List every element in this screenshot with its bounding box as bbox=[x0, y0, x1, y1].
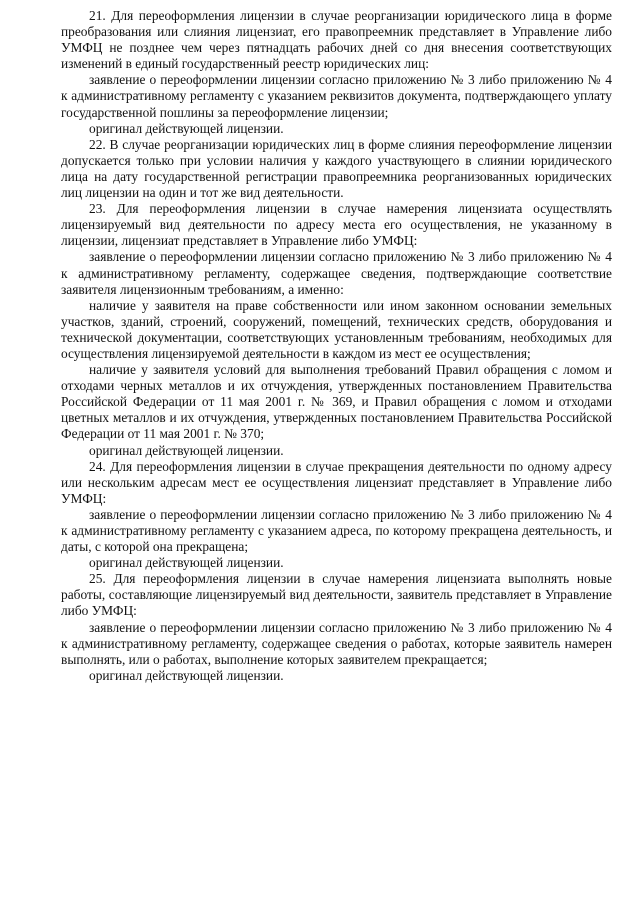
paragraph-25-original-license: оригинал действующей лицензии. bbox=[89, 667, 284, 683]
paragraph-21-original-license: оригинал действующей лицензии. bbox=[89, 120, 284, 136]
document-page bbox=[61, 8, 612, 684]
paragraph-24-intro: 24. Для переоформления лицензии в случае прекращения деятельности по одному адресу или нескольким адресам мест ее осуществления лицензиат представляет в Управление либо УМФЦ: bbox=[61, 458, 612, 506]
paragraph-21-intro: 21. Для переоформления лицензии в случае реорганизации юридического лица в форме преобразования или слияния лицензиат, его правопреемник представляет в Управление либо УМФЦ не позднее чем через пятнадцать рабочих дней со дня внесения соответствующих изменений в единый государственный реестр юридических лиц: bbox=[61, 8, 612, 72]
paragraph-23-rules-requirement: наличие у заявителя условий для выполнения требований Правил обращения с ломом и отходами черных металлов и их отчуждения, утвержденных постановлением Правительства Российской Федерации от 11 мая 2001 г. № 369, и Правил обращения с ломом и отходами цветных металлов и их отчуждения, утвержденных постановлением Правительства Российской Федерации от 11 мая 2001 г. № 370; bbox=[61, 362, 612, 442]
paragraph-23-property-requirement: наличие у заявителя на праве собственности или ином законном основании земельных участков, зданий, строений, сооружений, помещений, технических средств, оборудования и технической документации, соответствующих установленным требованиям, необходимых для осуществления лицензируемой деятельности в каждом из мест ее осуществления; bbox=[61, 297, 612, 361]
paragraph-21-application: заявление о переоформлении лицензии согласно приложению № 3 либо приложению № 4 к административному регламенту с указанием реквизитов документа, подтверждающего уплату государственной пошлины за переоформление лицензии; bbox=[61, 72, 612, 120]
paragraph-25-intro: 25. Для переоформления лицензии в случае намерения лицензиата выполнять новые работы, составляющие лицензируемый вид деятельности, заявитель представляет в Управление либо УМФЦ: bbox=[61, 571, 612, 619]
paragraph-23-intro: 23. Для переоформления лицензии в случае намерения лицензиата осуществлять лицензируемый вид деятельности по адресу места его осуществления, не указанному в лицензии, лицензиат представляет в Управление либо УМФЦ: bbox=[61, 201, 612, 249]
paragraph-23-application: заявление о переоформлении лицензии согласно приложению № 3 либо приложению № 4 к административному регламенту, содержащее сведения, подтверждающие соответствие заявителя лицензионным требованиям, а именно: bbox=[61, 249, 612, 297]
paragraph-24-application: заявление о переоформлении лицензии согласно приложению № 3 либо приложению № 4 к административному регламенту с указанием адреса, по которому прекращена деятельность, и даты, с которой она прекращена; bbox=[61, 506, 612, 555]
paragraph-23-original-license: оригинал действующей лицензии. bbox=[89, 442, 284, 458]
paragraph-22: 22. В случае реорганизации юридических лиц в форме слияния переоформление лицензии допускается только при условии наличия у каждого участвующего в слиянии юридического лица на дату государственной регистрации правопреемника реорганизованных юридических лиц лицензии на один и тот же вид деятельности. bbox=[61, 136, 612, 201]
paragraph-24-original-license: оригинал действующей лицензии. bbox=[89, 555, 284, 571]
paragraph-25-application: заявление о переоформлении лицензии согласно приложению № 3 либо приложению № 4 к административному регламенту, содержащее сведения о работах, которые заявитель намерен выполнять, или о работах, выполнение которых заявителем прекращается; bbox=[61, 619, 612, 667]
